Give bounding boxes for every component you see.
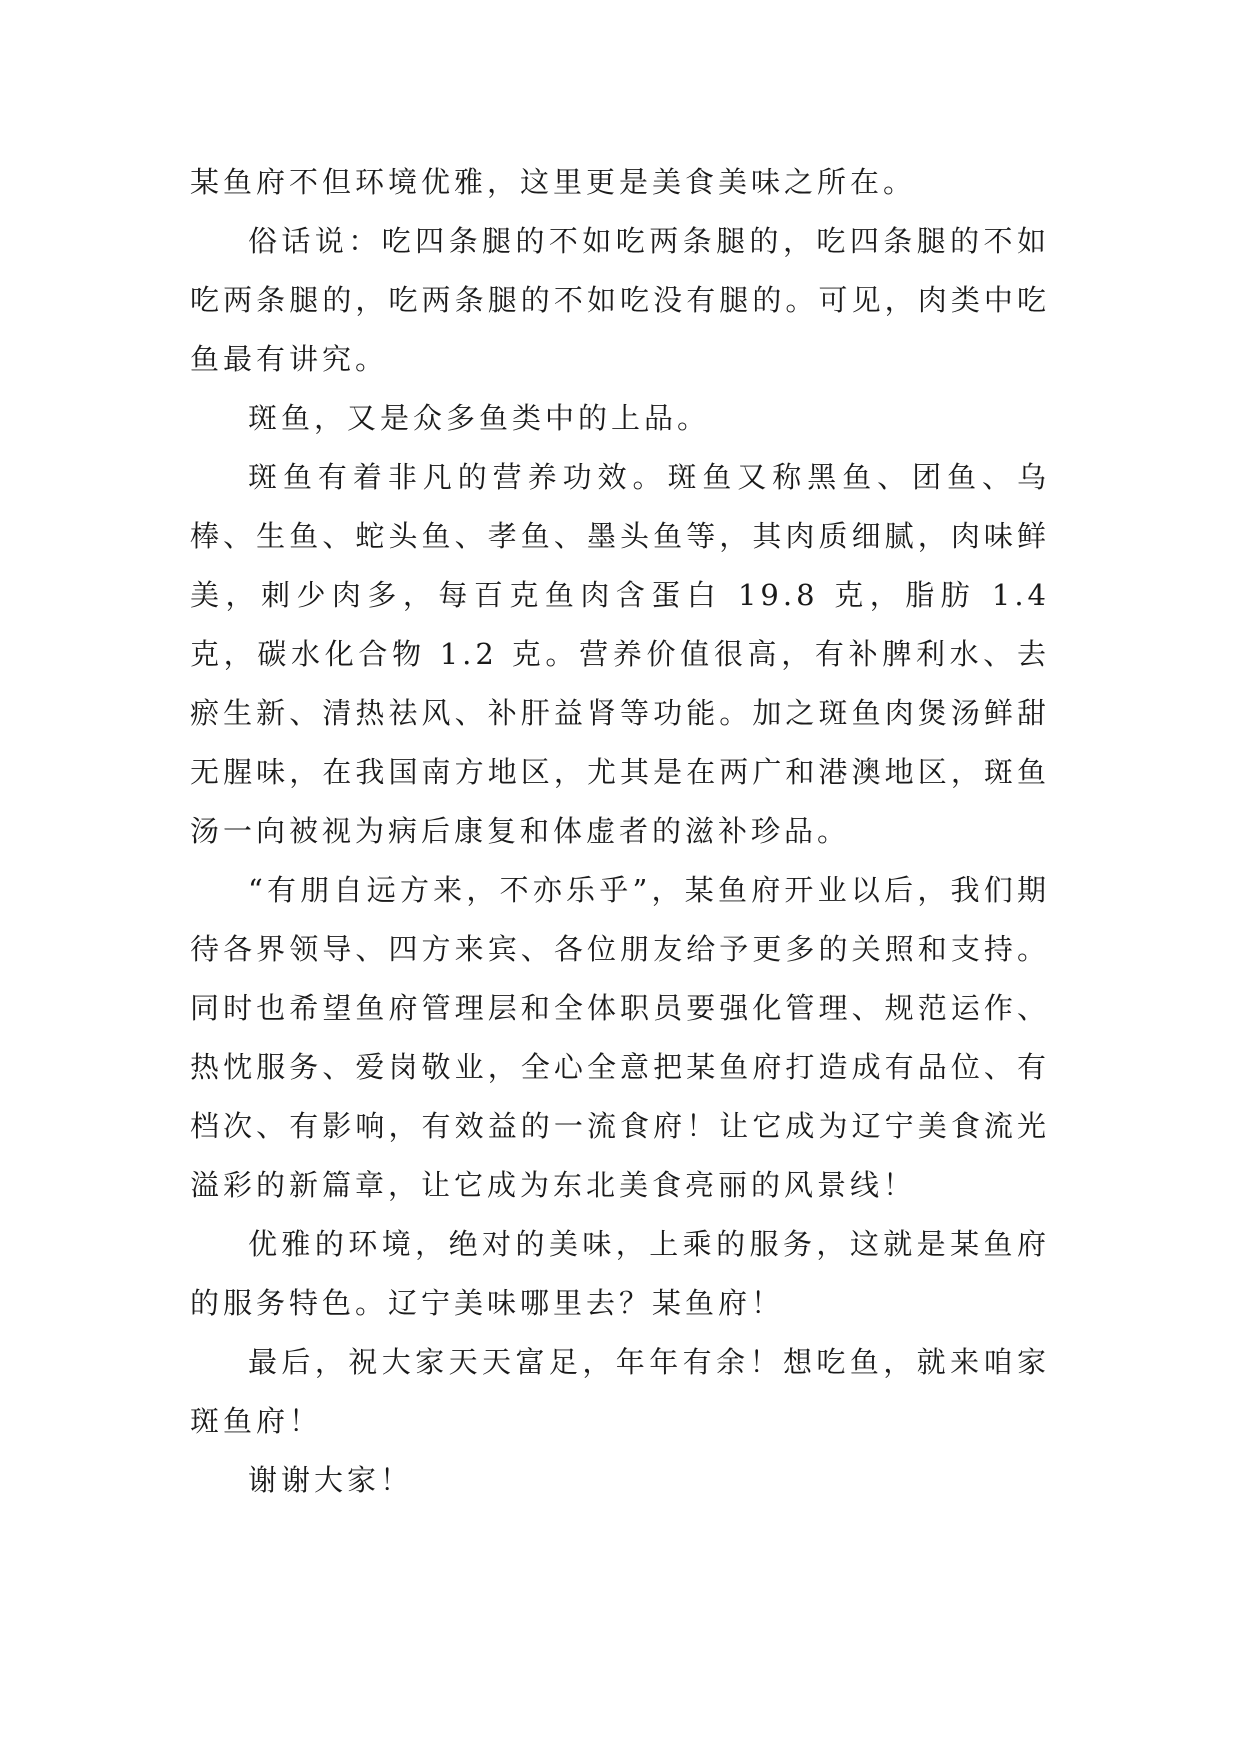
paragraph-intro: 某鱼府不但环境优雅，这里更是美食美味之所在。 xyxy=(190,165,917,199)
paragraph-banyu-quality: 斑鱼，又是众多鱼类中的上品。 xyxy=(248,401,711,435)
paragraph-wishes: 最后，祝大家天天富足，年年有余！想吃鱼，就来咱家斑鱼府！ xyxy=(190,1345,1050,1438)
paragraph-proverb: 俗话说：吃四条腿的不如吃两条腿的，吃四条腿的不如吃两条腿的，吃两条腿的不如吃没有腿的。可见，肉类中吃鱼最有讲究。 xyxy=(190,224,1050,376)
paragraph-welcome: “有朋自远方来，不亦乐乎”，某鱼府开业以后，我们期待各界领导、四方来宾、各位朋友给予更多的关照和支持。同时也希望鱼府管理层和全体职员要强化管理、规范运作、热忱服务、爱岗敬业，全心全意把某鱼府打造成有品位、有档次、有影响，有效益的一流食府！让它成为辽宁美食流光溢彩的新篇章，让它成为东北美食亮丽的风景线！ xyxy=(190,873,1050,1202)
paragraph-features: 优雅的环境，绝对的美味，上乘的服务，这就是某鱼府的服务特色。辽宁美味哪里去？某鱼府！ xyxy=(190,1227,1050,1320)
paragraph-nutrition: 斑鱼有着非凡的营养功效。斑鱼又称黑鱼、团鱼、乌棒、生鱼、蛇头鱼、孝鱼、墨头鱼等，其肉质细腻，肉味鲜美，刺少肉多，每百克鱼肉含蛋白 19.8 克，脂肪 1.4 克，碳水化合物 1.2 克。营养价值很高，有补脾利水、去瘀生新、清热祛风、补肝益肾等功能。加之斑鱼肉煲汤鲜甜无腥味，在我国南方地区，尤其是在两广和港澳地区，斑鱼汤一向被视为病后康复和体虚者的滋补珍品。 xyxy=(190,460,1050,848)
document-body xyxy=(190,153,1050,1510)
paragraph-thanks: 谢谢大家！ xyxy=(248,1463,414,1497)
